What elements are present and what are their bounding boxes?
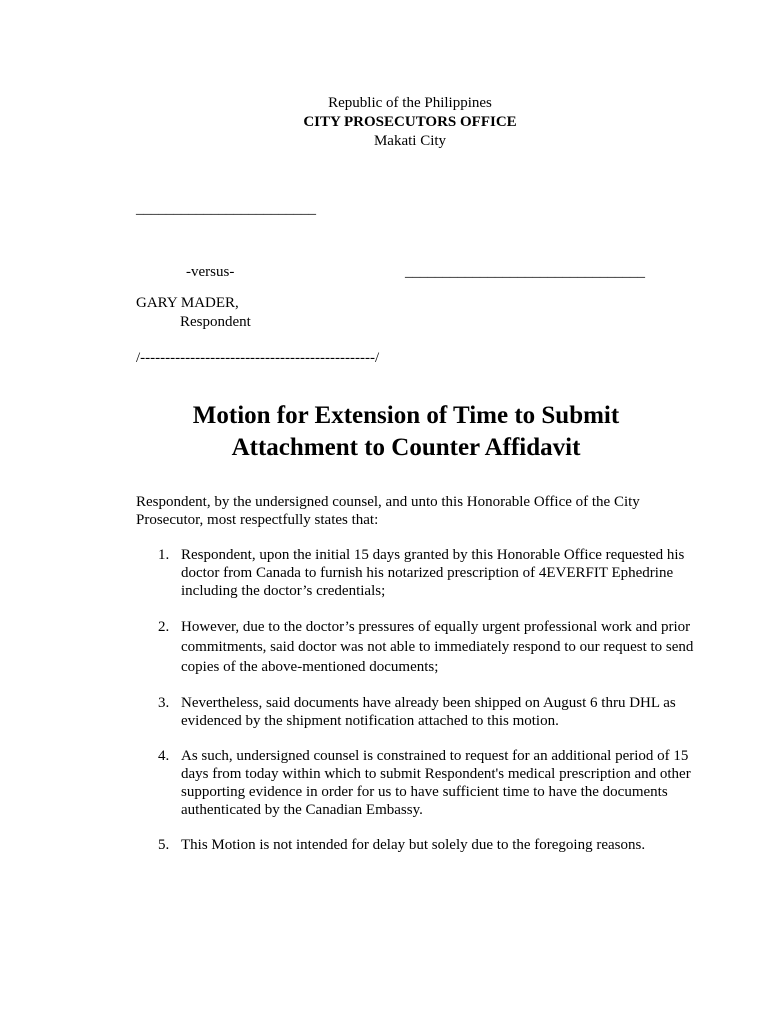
list-item xyxy=(136,546,696,600)
item-text: However, due to the doctor’s pressures of equally urgent professional work and prior commitments, said doctor was not able to immediately respond to our request to send copies of the above-mentioned documents; xyxy=(181,619,694,675)
title-line-1: Motion for Extension of Time to Submit xyxy=(192,402,620,429)
item-text: Nevertheless, said documents have already been shipped on August 6 thru DHL as evidenced by the shipment notification attached to this motion. xyxy=(181,695,676,729)
document-header xyxy=(0,94,768,151)
item-number: 5. xyxy=(158,837,170,853)
case-number-blank: ________________________________ xyxy=(405,264,645,280)
list-item xyxy=(136,836,696,854)
item-text: This Motion is not intended for delay but solely due to the foregoing reasons. xyxy=(181,837,646,853)
item-number: 4. xyxy=(158,748,170,764)
office-line: CITY PROSECUTORS OFFICE xyxy=(303,114,517,130)
republic-line: Republic of the Philippines xyxy=(328,95,492,111)
respondent-label: Respondent xyxy=(180,314,251,330)
item-number: 1. xyxy=(158,547,170,563)
item-number: 2. xyxy=(158,619,170,635)
caption-separator: /-----------------------------------------------/ xyxy=(136,350,380,366)
title-line-2: Attachment to Counter Affidavit xyxy=(231,434,581,461)
list-item xyxy=(136,617,696,677)
list-item xyxy=(136,694,696,730)
respondent-name: GARY MADER, xyxy=(136,295,239,311)
item-text: Respondent, upon the initial 15 days granted by this Honorable Office requested his doctor from Canada to furnish his notarized prescription of 4EVERFIT Ephedrine including the doctor’s credentials; xyxy=(181,547,685,599)
motion-title xyxy=(0,400,768,464)
item-number: 3. xyxy=(158,695,170,711)
item-text: As such, undersigned counsel is constrained to request for an additional period of 15 days from today within which to submit Respondent's medical prescription and other supporting evidence in order for us to have sufficient time to have the documents authenticated by the Canadian Embassy. xyxy=(181,748,691,818)
list-item xyxy=(136,747,696,819)
versus-label: -versus- xyxy=(186,264,235,280)
numbered-list xyxy=(136,546,696,854)
city-line: Makati City xyxy=(373,133,447,149)
intro-paragraph: Respondent, by the undersigned counsel, and unto this Honorable Office of the City Prosecutor, most respectfully states that: xyxy=(136,494,640,528)
complainant-blank: ________________________ xyxy=(136,201,316,217)
